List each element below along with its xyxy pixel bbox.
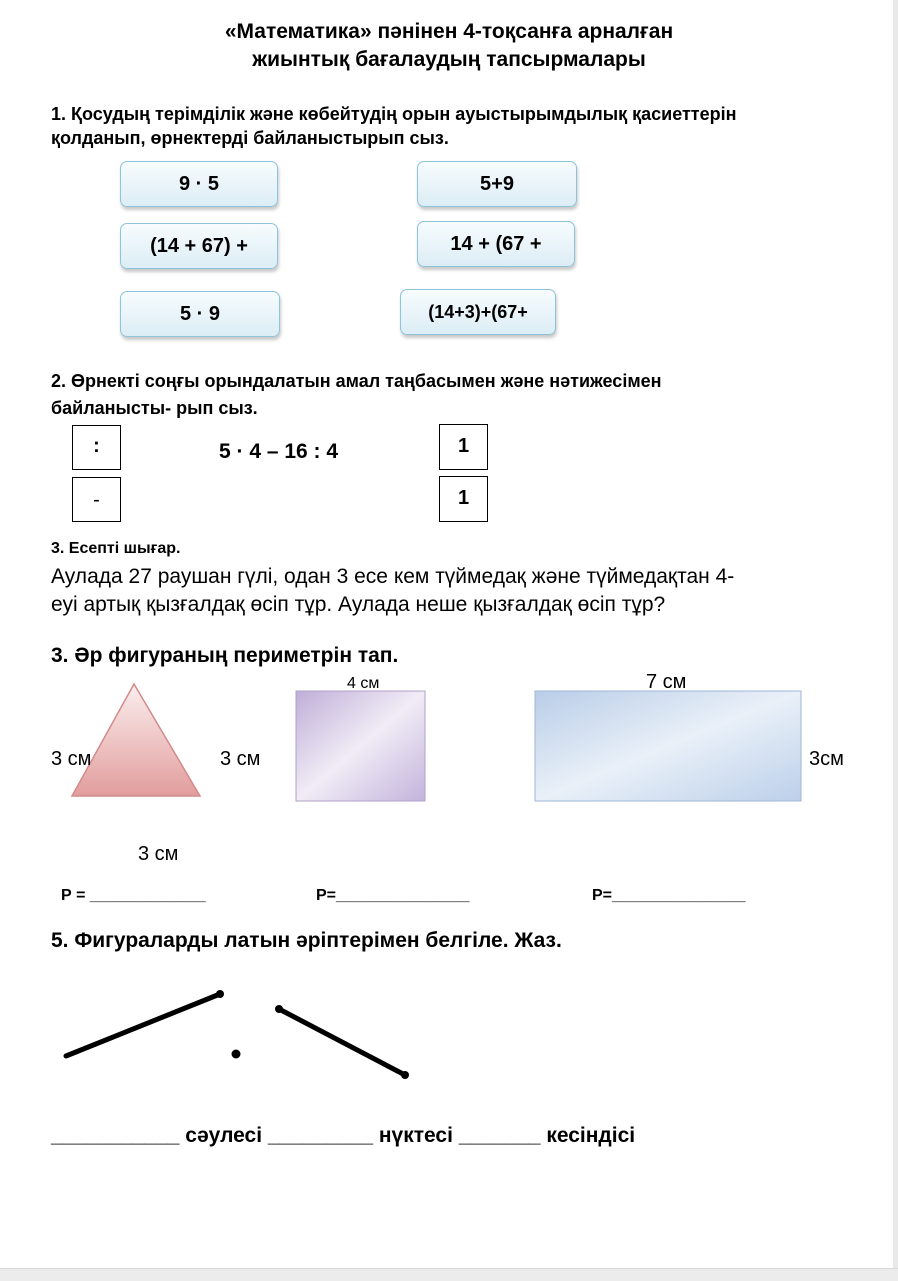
perimeter-answer-rectangle[interactable]: Р=_______________ [592, 887, 746, 904]
task2-text-line-2: байланысты- рып сыз. [51, 398, 258, 418]
ray-line [66, 994, 220, 1056]
expression-card[interactable]: (14+3)+(67+ [400, 289, 556, 335]
expression-card[interactable]: 5 · 9 [120, 291, 280, 337]
rectangle-top-label: 7 см [646, 671, 687, 691]
task5-answer-line[interactable]: ___________ сәулесі _________ нүктесі _______ кесіндісі [51, 1124, 636, 1147]
expression-card[interactable]: (14 + 67) + [120, 223, 278, 269]
triangle-left-label: 3 см [51, 748, 92, 770]
figures-graphic [0, 670, 898, 820]
square-top-label: 4 см [347, 675, 380, 690]
triangle-bottom-label: 3 см [138, 843, 179, 865]
task5-heading: 5. Фигураларды латын әріптерімен белгіле. Жаз. [51, 929, 562, 952]
task4-heading: 3. Әр фигураның периметрін тап. [51, 644, 399, 667]
ray-endpoint [216, 990, 224, 998]
result-box[interactable]: 1 [439, 424, 488, 470]
operation-sign-box[interactable]: : [72, 425, 121, 470]
task3-heading: 3. Есепті шығар. [51, 540, 181, 557]
segment-endpoint-a [275, 1005, 283, 1013]
perimeter-answer-triangle[interactable]: Р = _____________ [61, 887, 206, 904]
perimeter-answer-square[interactable]: Р=_______________ [316, 887, 470, 904]
expression-card[interactable]: 5+9 [417, 161, 577, 207]
math-expression: 5 · 4 – 16 : 4 [219, 440, 339, 463]
segment-endpoint-b [401, 1071, 409, 1079]
task1-text-line-1: 1. Қосудың терімділік және көбейтудің орын ауыстырымдылық қасиеттерін [51, 104, 737, 124]
task2-text-line-1: 2. Өрнекті соңғы орындалатын амал таңбасымен және нәтижесімен [51, 371, 662, 391]
triangle-right-label: 3 см [220, 748, 261, 770]
triangle-shape [72, 684, 200, 796]
expression-card[interactable]: 9 · 5 [120, 161, 278, 207]
result-box[interactable]: 1 [439, 476, 488, 522]
rectangle-side-label: 3см [809, 748, 844, 770]
square-shape [296, 691, 425, 801]
page-title-line-2: жиынтық бағалаудың тапсырмалары [252, 48, 646, 71]
point-dot [232, 1050, 241, 1059]
expression-card[interactable]: 14 + (67 + [417, 221, 575, 267]
page-title-line-1: «Математика» пәнінен 4-тоқсанға арналған [224, 20, 674, 43]
word-problem-line-1: Аулада 27 раушан гүлі, одан 3 есе кем түймедақ және түймедақтан 4- [51, 565, 735, 588]
geometry-figures [0, 980, 898, 1090]
word-problem-line-2: еуі артық қызғалдақ өсіп тұр. Аулада неше қызғалдақ өсіп тұр? [51, 593, 666, 616]
task1-text-line-2: қолданып, өрнектерді байланыстырып сыз. [51, 128, 449, 148]
rectangle-shape [535, 691, 801, 801]
page-bottom-edge [0, 1268, 898, 1281]
segment-line [279, 1009, 405, 1075]
operation-sign-box[interactable]: - [72, 477, 121, 522]
